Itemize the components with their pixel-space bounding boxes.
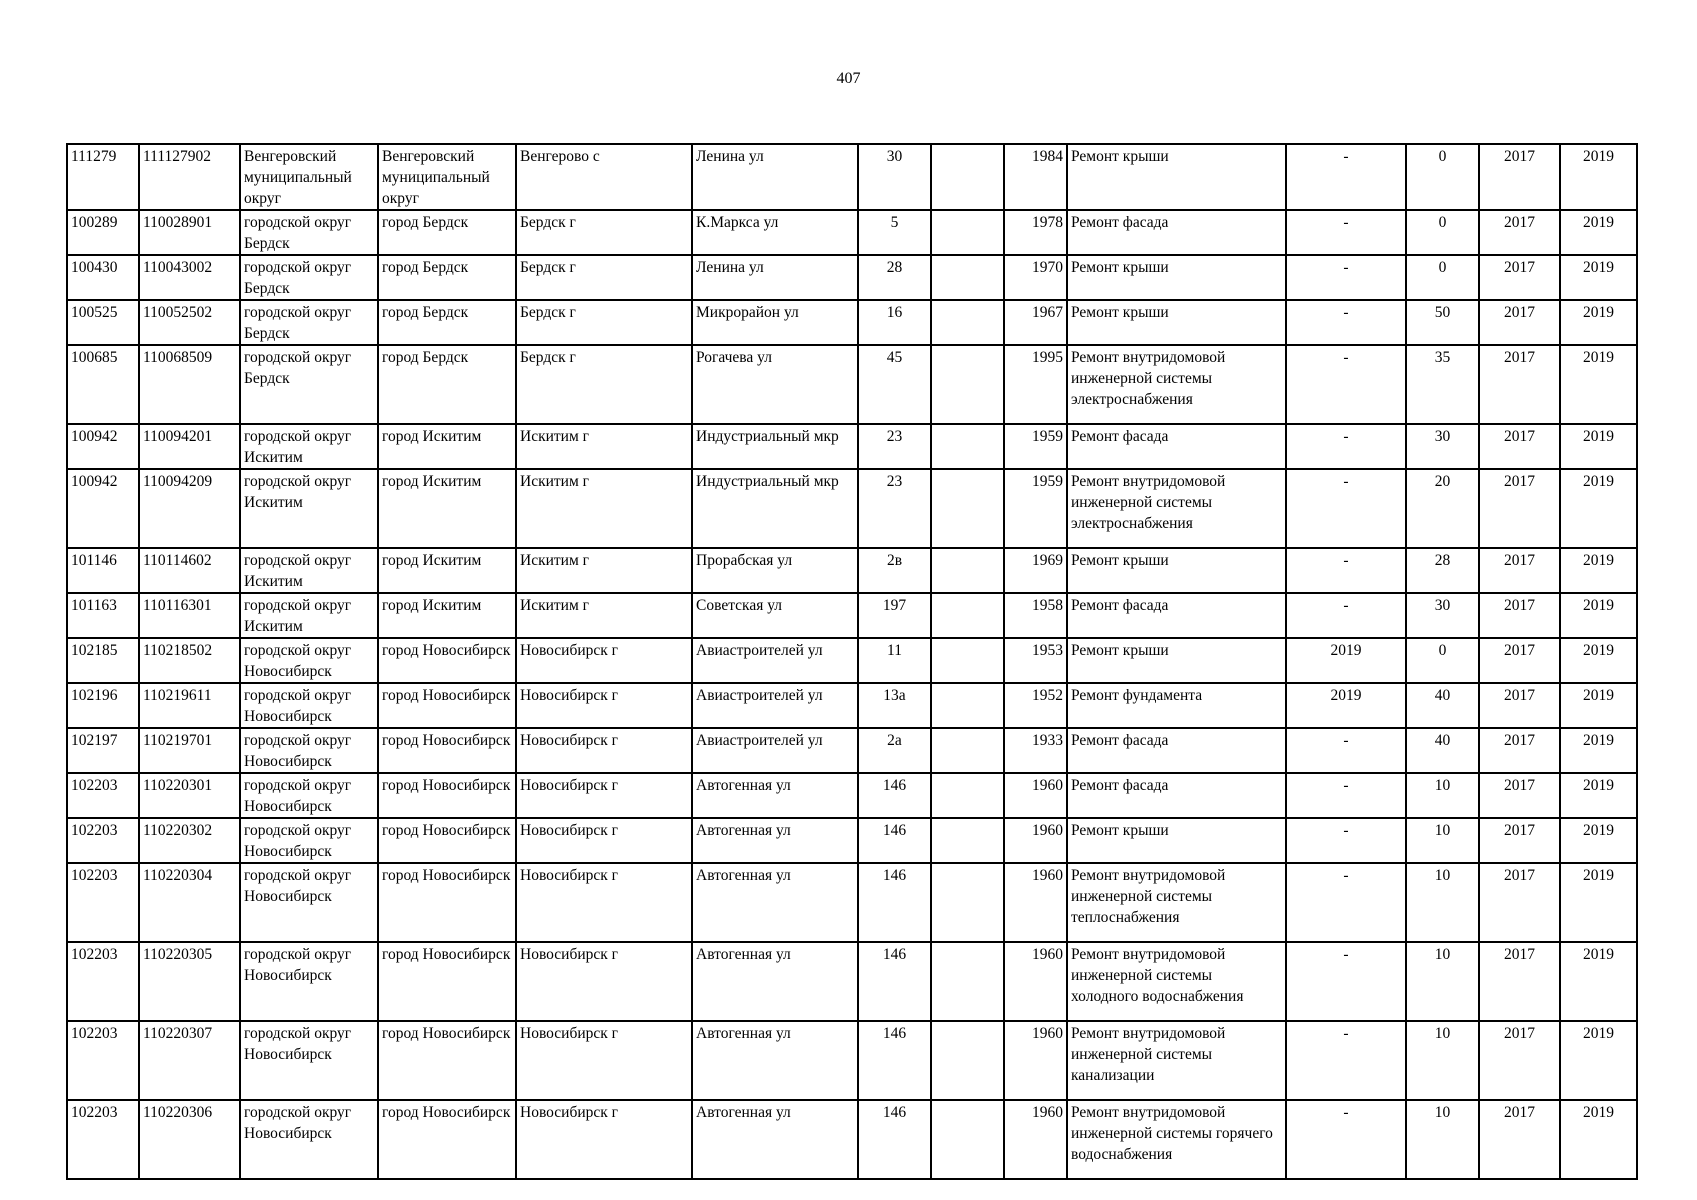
cell-code: 110043002 <box>139 255 240 300</box>
cell-value: 30 <box>1406 424 1479 469</box>
cell-value: 28 <box>1406 548 1479 593</box>
cell-municipality: город Бердск <box>378 210 516 255</box>
cell-start: 2017 <box>1479 773 1560 818</box>
cell-id: 102203 <box>67 863 139 942</box>
cell-work: Ремонт внутридомовой инженерной системы горячего водоснабжения <box>1067 1100 1286 1179</box>
cell-house: 11 <box>858 638 931 683</box>
cell-code: 110220306 <box>139 1100 240 1179</box>
cell-year-built: 1960 <box>1004 942 1067 1021</box>
cell-district: городской округ Новосибирск <box>240 1100 378 1179</box>
cell-start: 2017 <box>1479 424 1560 469</box>
cell-house: 146 <box>858 863 931 942</box>
cell-year-built: 1958 <box>1004 593 1067 638</box>
cell-prev: - <box>1286 818 1406 863</box>
cell-house: 45 <box>858 345 931 424</box>
cell-end: 2019 <box>1560 683 1637 728</box>
cell-street: Ленина ул <box>692 144 858 210</box>
cell-municipality: город Новосибирск <box>378 638 516 683</box>
cell-district: городской округ Новосибирск <box>240 1021 378 1100</box>
cell-value: 10 <box>1406 863 1479 942</box>
cell-house: 146 <box>858 818 931 863</box>
cell-end: 2019 <box>1560 144 1637 210</box>
cell-code: 110068509 <box>139 345 240 424</box>
cell-prev: - <box>1286 210 1406 255</box>
cell-id: 102203 <box>67 942 139 1021</box>
table-row <box>67 728 1637 773</box>
cell-year-built: 1960 <box>1004 863 1067 942</box>
cell-work: Ремонт фасада <box>1067 210 1286 255</box>
cell-start: 2017 <box>1479 210 1560 255</box>
cell-end: 2019 <box>1560 638 1637 683</box>
cell-id: 102197 <box>67 728 139 773</box>
cell-code: 110220301 <box>139 773 240 818</box>
cell-locality: Бердск г <box>516 300 692 345</box>
cell-municipality: город Новосибирск <box>378 863 516 942</box>
cell-start: 2017 <box>1479 638 1560 683</box>
cell-street: Автогенная ул <box>692 1100 858 1179</box>
cell-prev: 2019 <box>1286 638 1406 683</box>
cell-value: 50 <box>1406 300 1479 345</box>
cell-municipality: город Новосибирск <box>378 1021 516 1100</box>
cell-end: 2019 <box>1560 1100 1637 1179</box>
cell-prev: - <box>1286 300 1406 345</box>
table-row <box>67 255 1637 300</box>
cell-municipality: город Бердск <box>378 300 516 345</box>
cell-start: 2017 <box>1479 300 1560 345</box>
cell-value: 10 <box>1406 1100 1479 1179</box>
cell-blank <box>931 728 1004 773</box>
cell-district: городской округ Новосибирск <box>240 728 378 773</box>
cell-street: Автогенная ул <box>692 942 858 1021</box>
cell-start: 2017 <box>1479 255 1560 300</box>
cell-work: Ремонт крыши <box>1067 638 1286 683</box>
cell-street: Автогенная ул <box>692 818 858 863</box>
cell-house: 5 <box>858 210 931 255</box>
cell-value: 0 <box>1406 210 1479 255</box>
cell-value: 10 <box>1406 942 1479 1021</box>
cell-blank <box>931 345 1004 424</box>
cell-blank <box>931 818 1004 863</box>
cell-code: 110114602 <box>139 548 240 593</box>
cell-start: 2017 <box>1479 469 1560 548</box>
cell-house: 13а <box>858 683 931 728</box>
cell-value: 35 <box>1406 345 1479 424</box>
cell-id: 102203 <box>67 818 139 863</box>
cell-year-built: 1970 <box>1004 255 1067 300</box>
cell-code: 110028901 <box>139 210 240 255</box>
cell-prev: - <box>1286 255 1406 300</box>
cell-year-built: 1967 <box>1004 300 1067 345</box>
cell-locality: Новосибирск г <box>516 863 692 942</box>
cell-street: К.Маркса ул <box>692 210 858 255</box>
cell-district: городской округ Новосибирск <box>240 863 378 942</box>
cell-blank <box>931 548 1004 593</box>
cell-locality: Новосибирск г <box>516 1100 692 1179</box>
cell-start: 2017 <box>1479 593 1560 638</box>
cell-prev: - <box>1286 1021 1406 1100</box>
cell-code: 110116301 <box>139 593 240 638</box>
cell-house: 2а <box>858 728 931 773</box>
table-row <box>67 863 1637 942</box>
cell-year-built: 1952 <box>1004 683 1067 728</box>
cell-house: 23 <box>858 424 931 469</box>
cell-id: 102203 <box>67 1100 139 1179</box>
cell-street: Автогенная ул <box>692 773 858 818</box>
cell-locality: Новосибирск г <box>516 683 692 728</box>
table-row <box>67 818 1637 863</box>
cell-prev: - <box>1286 469 1406 548</box>
cell-value: 10 <box>1406 773 1479 818</box>
cell-end: 2019 <box>1560 942 1637 1021</box>
cell-work: Ремонт внутридомовой инженерной системы холодного водоснабжения <box>1067 942 1286 1021</box>
table-row <box>67 683 1637 728</box>
table-row <box>67 1021 1637 1100</box>
cell-prev: - <box>1286 728 1406 773</box>
cell-prev: - <box>1286 548 1406 593</box>
page-number: 407 <box>836 70 861 87</box>
cell-locality: Новосибирск г <box>516 773 692 818</box>
table-row <box>67 345 1637 424</box>
table-row <box>67 144 1637 210</box>
table-body <box>67 144 1637 1179</box>
cell-end: 2019 <box>1560 469 1637 548</box>
cell-work: Ремонт внутридомовой инженерной системы теплоснабжения <box>1067 863 1286 942</box>
cell-locality: Искитим г <box>516 469 692 548</box>
cell-house: 16 <box>858 300 931 345</box>
repair-registry-table <box>66 143 1638 1180</box>
cell-end: 2019 <box>1560 1021 1637 1100</box>
cell-house: 146 <box>858 1100 931 1179</box>
cell-id: 111279 <box>67 144 139 210</box>
cell-end: 2019 <box>1560 210 1637 255</box>
cell-id: 101146 <box>67 548 139 593</box>
cell-value: 0 <box>1406 144 1479 210</box>
cell-street: Индустриальный мкр <box>692 424 858 469</box>
cell-start: 2017 <box>1479 548 1560 593</box>
cell-year-built: 1959 <box>1004 424 1067 469</box>
cell-end: 2019 <box>1560 863 1637 942</box>
cell-id: 100942 <box>67 469 139 548</box>
cell-end: 2019 <box>1560 255 1637 300</box>
cell-work: Ремонт крыши <box>1067 548 1286 593</box>
cell-blank <box>931 593 1004 638</box>
cell-blank <box>931 773 1004 818</box>
cell-end: 2019 <box>1560 728 1637 773</box>
cell-work: Ремонт внутридомовой инженерной системы канализации <box>1067 1021 1286 1100</box>
cell-municipality: город Новосибирск <box>378 683 516 728</box>
cell-locality: Бердск г <box>516 345 692 424</box>
cell-blank <box>931 1021 1004 1100</box>
cell-id: 102203 <box>67 1021 139 1100</box>
cell-work: Ремонт фасада <box>1067 773 1286 818</box>
table-row <box>67 424 1637 469</box>
cell-street: Рогачева ул <box>692 345 858 424</box>
cell-value: 10 <box>1406 1021 1479 1100</box>
cell-value: 40 <box>1406 683 1479 728</box>
cell-municipality: город Новосибирск <box>378 728 516 773</box>
cell-municipality: город Искитим <box>378 593 516 638</box>
cell-id: 100525 <box>67 300 139 345</box>
cell-locality: Новосибирск г <box>516 942 692 1021</box>
cell-blank <box>931 469 1004 548</box>
cell-work: Ремонт фасада <box>1067 728 1286 773</box>
table-row <box>67 942 1637 1021</box>
cell-locality: Бердск г <box>516 210 692 255</box>
cell-municipality: город Новосибирск <box>378 818 516 863</box>
cell-municipality: город Искитим <box>378 548 516 593</box>
cell-blank <box>931 300 1004 345</box>
cell-street: Прорабская ул <box>692 548 858 593</box>
cell-municipality: город Новосибирск <box>378 1100 516 1179</box>
cell-id: 102185 <box>67 638 139 683</box>
cell-id: 100430 <box>67 255 139 300</box>
cell-prev: - <box>1286 773 1406 818</box>
cell-id: 102203 <box>67 773 139 818</box>
cell-district: городской округ Новосибирск <box>240 773 378 818</box>
cell-locality: Новосибирск г <box>516 728 692 773</box>
cell-street: Автогенная ул <box>692 1021 858 1100</box>
cell-work: Ремонт внутридомовой инженерной системы электроснабжения <box>1067 345 1286 424</box>
cell-id: 100289 <box>67 210 139 255</box>
cell-district: городской округ Бердск <box>240 255 378 300</box>
table-row <box>67 548 1637 593</box>
cell-work: Ремонт крыши <box>1067 144 1286 210</box>
cell-locality: Искитим г <box>516 593 692 638</box>
cell-district: городской округ Новосибирск <box>240 942 378 1021</box>
cell-start: 2017 <box>1479 942 1560 1021</box>
cell-year-built: 1933 <box>1004 728 1067 773</box>
cell-code: 110219611 <box>139 683 240 728</box>
cell-house: 197 <box>858 593 931 638</box>
cell-start: 2017 <box>1479 1100 1560 1179</box>
cell-house: 146 <box>858 942 931 1021</box>
cell-blank <box>931 638 1004 683</box>
cell-value: 0 <box>1406 255 1479 300</box>
cell-code: 111127902 <box>139 144 240 210</box>
cell-work: Ремонт крыши <box>1067 300 1286 345</box>
cell-district: городской округ Искитим <box>240 593 378 638</box>
cell-municipality: город Бердск <box>378 255 516 300</box>
cell-house: 23 <box>858 469 931 548</box>
cell-work: Ремонт крыши <box>1067 255 1286 300</box>
cell-municipality: город Искитим <box>378 424 516 469</box>
cell-id: 100942 <box>67 424 139 469</box>
cell-code: 110220302 <box>139 818 240 863</box>
cell-street: Авиастроителей ул <box>692 683 858 728</box>
cell-year-built: 1960 <box>1004 818 1067 863</box>
cell-blank <box>931 942 1004 1021</box>
cell-blank <box>931 210 1004 255</box>
cell-blank <box>931 863 1004 942</box>
cell-code: 110220305 <box>139 942 240 1021</box>
cell-work: Ремонт внутридомовой инженерной системы электроснабжения <box>1067 469 1286 548</box>
cell-locality: Новосибирск г <box>516 638 692 683</box>
cell-year-built: 1984 <box>1004 144 1067 210</box>
cell-house: 2в <box>858 548 931 593</box>
cell-year-built: 1953 <box>1004 638 1067 683</box>
cell-district: городской округ Новосибирск <box>240 638 378 683</box>
cell-district: городской округ Искитим <box>240 424 378 469</box>
cell-value: 30 <box>1406 593 1479 638</box>
cell-end: 2019 <box>1560 300 1637 345</box>
table-row <box>67 210 1637 255</box>
cell-end: 2019 <box>1560 593 1637 638</box>
cell-street: Микрорайон ул <box>692 300 858 345</box>
cell-work: Ремонт фасада <box>1067 593 1286 638</box>
cell-code: 110052502 <box>139 300 240 345</box>
cell-blank <box>931 1100 1004 1179</box>
cell-blank <box>931 683 1004 728</box>
cell-start: 2017 <box>1479 818 1560 863</box>
cell-locality: Новосибирск г <box>516 818 692 863</box>
cell-municipality: город Бердск <box>378 345 516 424</box>
cell-municipality: город Искитим <box>378 469 516 548</box>
cell-locality: Искитим г <box>516 548 692 593</box>
cell-value: 20 <box>1406 469 1479 548</box>
cell-street: Авиастроителей ул <box>692 728 858 773</box>
cell-year-built: 1995 <box>1004 345 1067 424</box>
cell-blank <box>931 144 1004 210</box>
cell-prev: - <box>1286 345 1406 424</box>
cell-year-built: 1960 <box>1004 1021 1067 1100</box>
cell-value: 10 <box>1406 818 1479 863</box>
table-row <box>67 593 1637 638</box>
cell-prev: - <box>1286 593 1406 638</box>
cell-street: Ленина ул <box>692 255 858 300</box>
cell-district: городской округ Бердск <box>240 345 378 424</box>
cell-blank <box>931 424 1004 469</box>
cell-code: 110094201 <box>139 424 240 469</box>
cell-district: городской округ Искитим <box>240 469 378 548</box>
cell-district: городской округ Бердск <box>240 210 378 255</box>
cell-locality: Искитим г <box>516 424 692 469</box>
cell-street: Индустриальный мкр <box>692 469 858 548</box>
cell-district: городской округ Искитим <box>240 548 378 593</box>
cell-municipality: город Новосибирск <box>378 942 516 1021</box>
cell-start: 2017 <box>1479 863 1560 942</box>
cell-start: 2017 <box>1479 144 1560 210</box>
cell-code: 110220304 <box>139 863 240 942</box>
cell-code: 110220307 <box>139 1021 240 1100</box>
cell-prev: - <box>1286 863 1406 942</box>
cell-year-built: 1960 <box>1004 1100 1067 1179</box>
cell-id: 102196 <box>67 683 139 728</box>
cell-start: 2017 <box>1479 728 1560 773</box>
cell-prev: - <box>1286 424 1406 469</box>
cell-work: Ремонт крыши <box>1067 818 1286 863</box>
cell-end: 2019 <box>1560 818 1637 863</box>
cell-start: 2017 <box>1479 1021 1560 1100</box>
cell-value: 0 <box>1406 638 1479 683</box>
cell-value: 40 <box>1406 728 1479 773</box>
table-row <box>67 469 1637 548</box>
cell-house: 30 <box>858 144 931 210</box>
cell-year-built: 1959 <box>1004 469 1067 548</box>
cell-district: Венгеровский муниципальный округ <box>240 144 378 210</box>
table-row <box>67 773 1637 818</box>
cell-prev: 2019 <box>1286 683 1406 728</box>
cell-code: 110094209 <box>139 469 240 548</box>
cell-year-built: 1978 <box>1004 210 1067 255</box>
cell-house: 146 <box>858 773 931 818</box>
cell-start: 2017 <box>1479 345 1560 424</box>
cell-id: 100685 <box>67 345 139 424</box>
cell-district: городской округ Новосибирск <box>240 683 378 728</box>
table-row <box>67 1100 1637 1179</box>
cell-locality: Бердск г <box>516 255 692 300</box>
cell-work: Ремонт фасада <box>1067 424 1286 469</box>
cell-locality: Новосибирск г <box>516 1021 692 1100</box>
cell-end: 2019 <box>1560 548 1637 593</box>
cell-house: 146 <box>858 1021 931 1100</box>
cell-prev: - <box>1286 942 1406 1021</box>
cell-prev: - <box>1286 1100 1406 1179</box>
cell-district: городской округ Бердск <box>240 300 378 345</box>
table-row <box>67 638 1637 683</box>
cell-municipality: Венгеровский муниципальный округ <box>378 144 516 210</box>
cell-start: 2017 <box>1479 683 1560 728</box>
cell-end: 2019 <box>1560 345 1637 424</box>
cell-id: 101163 <box>67 593 139 638</box>
cell-district: городской округ Новосибирск <box>240 818 378 863</box>
cell-blank <box>931 255 1004 300</box>
cell-work: Ремонт фундамента <box>1067 683 1286 728</box>
cell-year-built: 1969 <box>1004 548 1067 593</box>
cell-end: 2019 <box>1560 773 1637 818</box>
cell-year-built: 1960 <box>1004 773 1067 818</box>
cell-end: 2019 <box>1560 424 1637 469</box>
cell-street: Автогенная ул <box>692 863 858 942</box>
cell-municipality: город Новосибирск <box>378 773 516 818</box>
cell-code: 110218502 <box>139 638 240 683</box>
cell-prev: - <box>1286 144 1406 210</box>
cell-house: 28 <box>858 255 931 300</box>
cell-code: 110219701 <box>139 728 240 773</box>
cell-street: Авиастроителей ул <box>692 638 858 683</box>
cell-locality: Венгерово с <box>516 144 692 210</box>
cell-street: Советская ул <box>692 593 858 638</box>
table-row <box>67 300 1637 345</box>
